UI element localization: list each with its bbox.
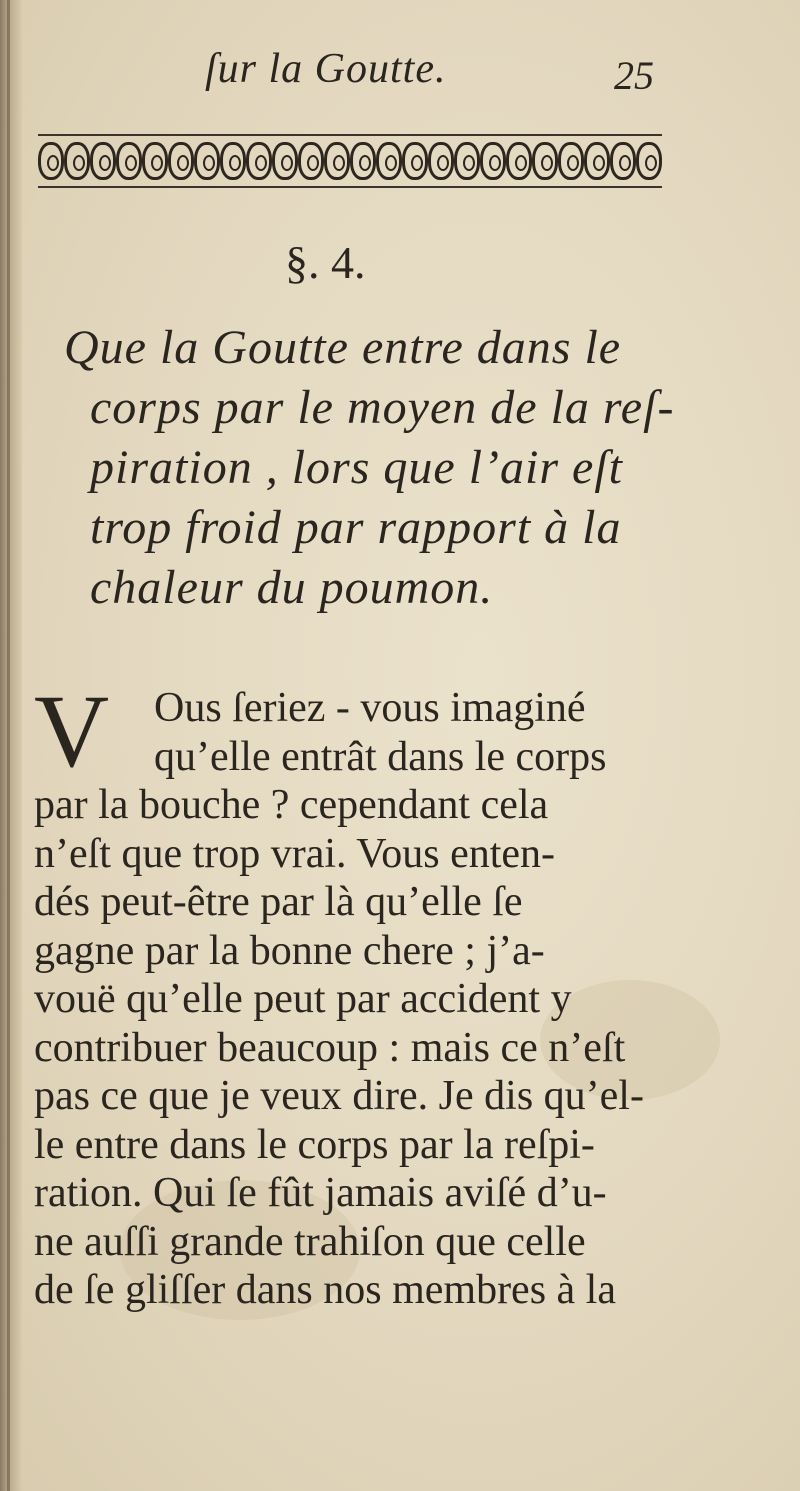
body-line: n’eſt que trop vrai. Vous enten- [34,830,556,877]
ornament-glyph [272,142,298,180]
ornament-glyph [480,142,506,180]
body-line: vouë qu’elle peut par accident y [34,976,572,1022]
ornament-glyph [636,142,662,180]
ornament-glyph [402,142,428,180]
body-line: le entre dans le corps par la reſpi- [34,1121,595,1168]
ornament-glyph [350,142,376,180]
drop-cap: V [34,674,110,789]
body-line: par la bouche ? cependant cela [34,782,549,828]
decorative-ornament-band [38,134,662,188]
ornament-glyph [584,142,610,180]
body-line: pas ce que je veux dire. Je dis qu’el- [34,1073,644,1119]
ornament-glyph [142,142,168,180]
ornament-glyph [506,142,532,180]
ornament-glyph [558,142,584,180]
body-line: ration. Qui ſe fût jamais aviſé d’u- [34,1170,607,1216]
ornament-glyph [168,142,194,180]
heading-line: Que la Goutte entre dans le [64,321,622,374]
ornament-glyph [116,142,142,180]
ornament-glyph [376,142,402,180]
ornament-glyph [428,142,454,180]
body-line: ne auſſi grande trahiſon que celle [34,1218,586,1265]
ornament-glyph [38,142,64,180]
body-line: dés peut-être par là qu’elle ſe [34,879,523,925]
ornament-glyph [90,142,116,180]
ornament-glyph [194,142,220,180]
body-line: Ous ſeriez - vous imaginé [154,685,586,731]
page-gutter [0,0,22,1491]
ornament-glyph [220,142,246,180]
page-number: 25 [614,53,654,98]
body-paragraph [34,684,674,1315]
body-line: contribuer beaucoup : mais ce n’eſt [34,1024,626,1071]
running-head: ſur la Goutte. [205,46,447,92]
body-line: de ſe gliſſer dans nos membres à la [34,1267,616,1313]
body-line: gagne par la bonne chere ; j’a- [34,927,545,974]
ornament-glyph [324,142,350,180]
section-heading [64,318,684,618]
ornament-glyph [64,142,90,180]
heading-line: piration , lors que l’air eſt [90,441,623,494]
ornament-glyph [610,142,636,180]
heading-line: trop froid par rapport à la [90,501,622,554]
ornament-glyph [246,142,272,180]
section-number: §. 4. [285,237,366,288]
ornament-glyph [532,142,558,180]
gutter-edge [7,0,10,1491]
heading-line: chaleur du poumon. [90,561,494,614]
heading-line: corps par le moyen de la reſ- [90,381,675,434]
ornament-glyph [454,142,480,180]
ornament-glyph [298,142,324,180]
body-line: qu’elle entrât dans le corps [154,733,607,780]
